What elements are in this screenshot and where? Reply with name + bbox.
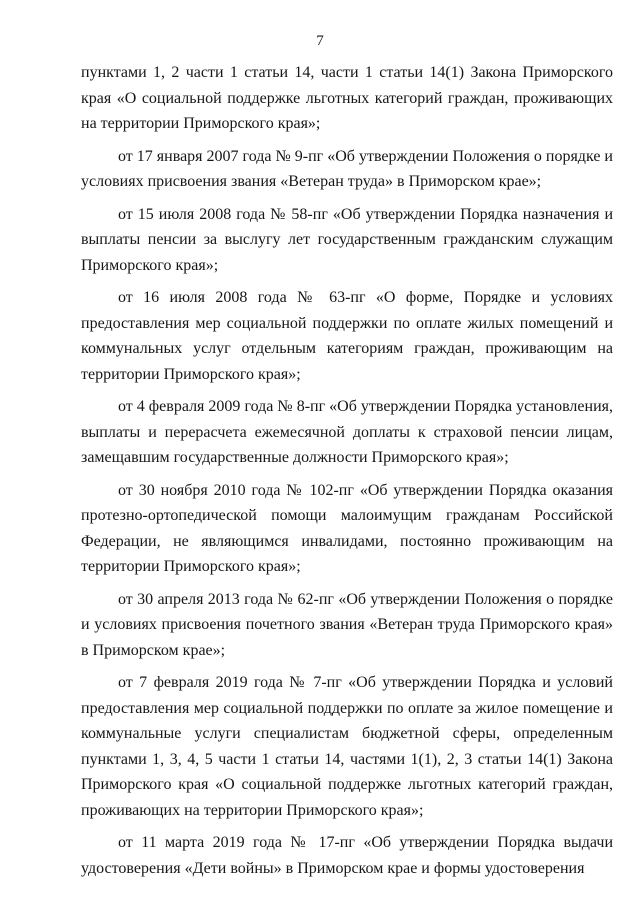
document-body (81, 60, 613, 881)
paragraph-decree-8pg: от 4 февраля 2009 года № 8-пг «Об утверждении Порядка установления, выплаты и перерасчета ежемесячной доплаты к страховой пенсии лицам, замещавшим государственные должности Приморского края»; (81, 398, 613, 466)
paragraph-decree-62pg: от 30 апреля 2013 года № 62-пг «Об утверждении Положения о порядке и условиях присвоения почетного звания «Ветеран труда Приморского края» в Приморском крае»; (81, 590, 613, 659)
paragraph-decree-63pg: от 16 июля 2008 года № 63-пг «О форме, Порядке и условиях предоставления мер социальной поддержки по оплате жилых помещений и коммунальных услуг отдельным категориям граждан, проживающим на территории Приморского края»; (81, 289, 613, 383)
page-number: 7 (316, 33, 324, 49)
paragraph-decree-9pg: от 17 января 2007 года № 9-пг «Об утверждении Положения о порядке и условиях присвоения звания «Ветеран труда» в Приморском крае»; (81, 147, 613, 190)
paragraph-decree-17pg: от 11 марта 2019 года № 17-пг «Об утверждении Порядка выдачи удостоверения «Дети войны» в Приморском крае и формы удостоверения (81, 834, 613, 877)
paragraph-continuation: пунктами 1, 2 части 1 статьи 14, части 1 статьи 14(1) Закона Приморского края «О социальной поддержке льготных категорий граждан, проживающих на территории Приморского края»; (81, 64, 613, 132)
paragraph-decree-7pg: от 7 февраля 2019 года № 7-пг «Об утверждении Порядка и условий предоставления мер социальной поддержки по оплате за жилое помещение и коммунальные услуги специалистам бюджетной сферы, определенным пунктами 1, 3, 4, 5 части 1 статьи 14, частями 1(1), 2, 3 статьи 14(1) Закона Приморского края «О социальной поддержке льготных категорий граждан, проживающих на территории Приморского края»; (81, 674, 613, 819)
paragraph-decree-58pg: от 15 июля 2008 года № 58-пг «Об утверждении Порядка назначения и выплаты пенсии за выслугу лет государственным гражданским служащим Приморского края»; (81, 205, 613, 274)
paragraph-decree-102pg: от 30 ноября 2010 года № 102-пг «Об утверждении Порядка оказания протезно-ортопедической помощи малоимущим гражданам Российской Федерации, не являющимся инвалидами, постоянно проживающим на территории Приморского края»; (81, 481, 613, 575)
